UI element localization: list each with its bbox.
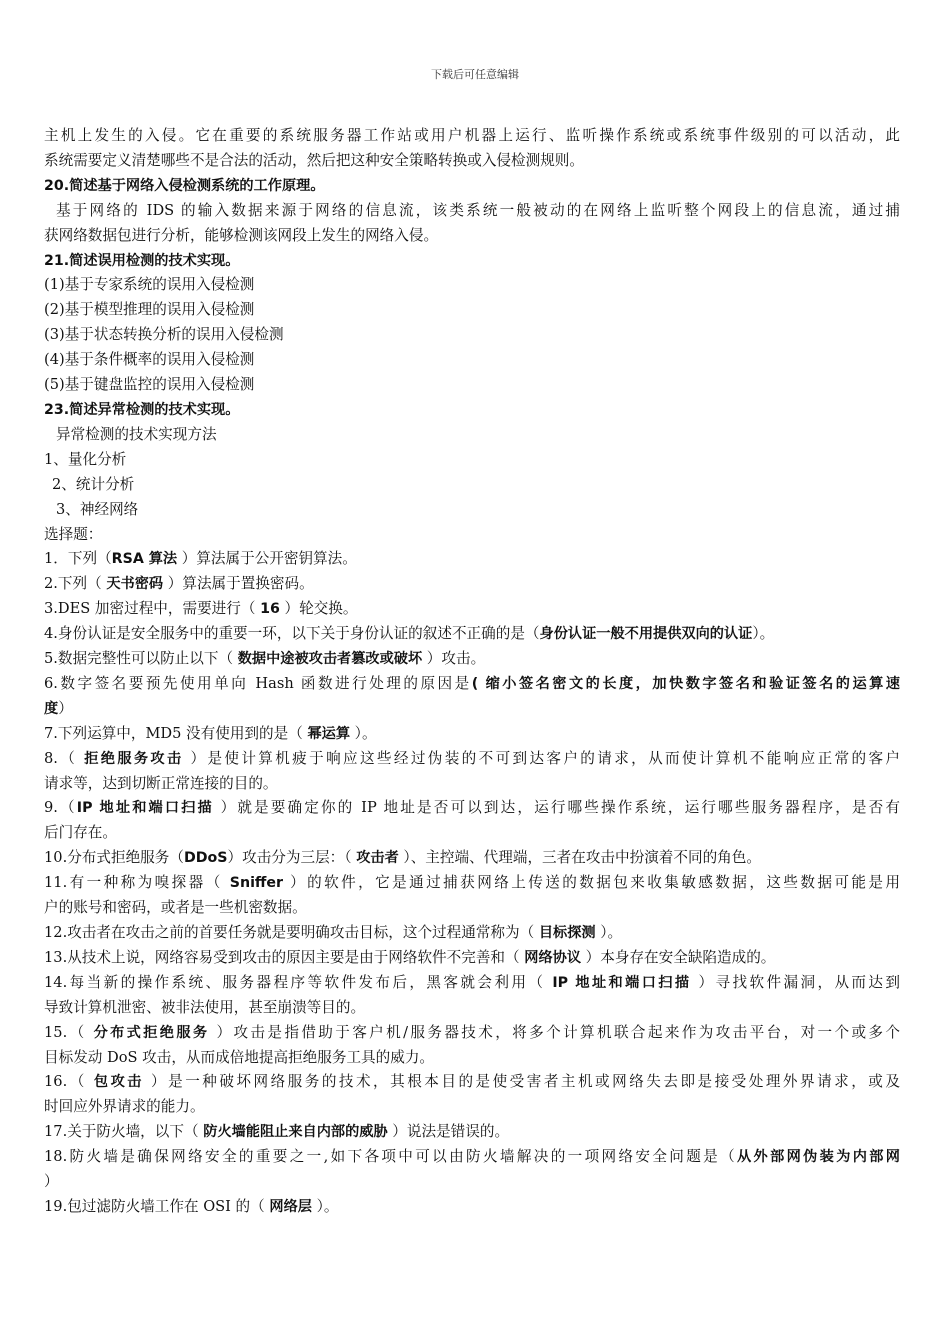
text-line (44, 1170, 900, 1195)
text-line (44, 1021, 900, 1046)
text-line (44, 647, 900, 672)
text-span: 时回应外界请求的能力。 (44, 1098, 205, 1116)
text-span: 选择题： (44, 525, 103, 543)
text-span: 15.（ (44, 1023, 94, 1041)
text-line (44, 149, 900, 174)
text-span: 13.从技术上说，网络容易受到攻击的原因主要是由于网络软件不完善和（ (44, 948, 525, 966)
text-span: 基于网络的 IDS 的输入数据来源于网络的信息流，该类系统一般被动的在网络上监听整个网段上的信息流，通过捕 (56, 201, 900, 219)
answer-text: 包攻击 (93, 1074, 144, 1091)
text-span: ）。 (595, 924, 623, 941)
text-span: (3)基于状态转换分析的误用入侵检测 (44, 326, 284, 344)
text-line (44, 199, 900, 224)
text-line (44, 622, 900, 647)
answer-text: 网络层 (269, 1198, 312, 1215)
text-span: 户的账号和密码，或者是一些机密数据。 (44, 899, 307, 917)
text-span: 1．下列（ (44, 550, 112, 568)
answer-text: IP 地址和端口扫描 (552, 974, 692, 991)
text-span: 16.（ (44, 1073, 94, 1091)
answer-text: ( 缩小签名密文的长度，加快数字签名和验证签名的运算速 (471, 675, 900, 692)
text-span: 主机上发生的入侵。它在重要的系统服务器工作站或用户机器上运行、监听操作系统或系统事件级别的可以活动，此 (44, 127, 900, 144)
text-line (44, 249, 900, 274)
text-span: ）本身存在安全缺陷造成的。 (581, 948, 776, 966)
text-line (44, 448, 900, 473)
text-line (44, 323, 900, 348)
text-span: 5.数据完整性可以防止以下（ (44, 650, 238, 668)
text-span: 2、统计分析 (52, 475, 135, 493)
text-line (44, 921, 900, 946)
page-header: 下载后可任意编辑 (431, 68, 519, 81)
text-span: ）。 (752, 625, 775, 643)
text-span: 目标发动 DoS 攻击，从而成倍地提高拒绝服务工具的威力。 (44, 1048, 435, 1066)
text-span: ）是使计算机疲于响应这些经过伪装的不可到达客户的请求，从而使计算机不能响应正常的客户 (183, 749, 900, 767)
text-line (44, 1095, 900, 1120)
text-span: 获网络数据包进行分析，能够检测该网段上发生的网络入侵。 (44, 226, 439, 244)
text-span: 7.下列运算中，MD5 没有使用到的是（ (44, 724, 308, 742)
text-line (44, 373, 900, 398)
text-span: ）寻找软件漏洞，从而达到 (691, 973, 901, 991)
text-line (44, 1195, 900, 1220)
answer-text: 20.简述基于网络入侵检测系统的工作原理。 (44, 177, 325, 194)
text-line (44, 996, 900, 1021)
text-span: 3.DES 加密过程中，需要进行（ (44, 600, 261, 618)
answer-text: 16 (260, 601, 280, 618)
text-span: ）就是要确定你的 IP 地址是否可以到达，运行哪些操作系统，运行哪些服务器程序，是否有 (213, 799, 900, 817)
text-line (44, 1046, 900, 1071)
text-line (44, 348, 900, 373)
text-line (44, 224, 900, 249)
answer-text: 身份认证一般不用提供双向的认证 (539, 626, 753, 643)
text-span: (2)基于模型推理的误用入侵检测 (44, 301, 255, 319)
text-line (44, 871, 900, 896)
text-span: 请求等，达到切断正常连接的目的。 (44, 774, 278, 792)
text-span: ）说法是错误的。 (387, 1123, 510, 1141)
text-line (44, 1070, 900, 1095)
answer-text: 度 (44, 700, 59, 717)
text-line (44, 821, 900, 846)
text-span: 9.（ (44, 799, 77, 817)
text-span: ）攻击分为三层：（ (227, 849, 357, 867)
text-line (44, 423, 900, 448)
text-line (44, 1120, 900, 1145)
text-span: 异常检测的技术实现方法 (56, 425, 217, 443)
text-line (44, 946, 900, 971)
answer-text: 21.简述误用检测的技术实现。 (44, 252, 240, 269)
text-span: 19.包过滤防火墙工作在 OSI 的（ (44, 1197, 270, 1215)
answer-text: 目标探测 (538, 925, 596, 941)
text-span: ）是一种破坏网络服务的技术，其根本目的是使受害者主机或网络失去即是接受处理外界请求，或及 (143, 1073, 900, 1091)
text-span: 后门存在。 (44, 824, 117, 842)
answer-text: 网络协议 (524, 949, 582, 966)
text-line (44, 124, 900, 149)
text-span: ）攻击是指借助于客户机/服务器技术，将多个计算机联合起来作为攻击平台，对一个或多个 (209, 1023, 900, 1041)
answer-text: DDoS (183, 850, 228, 867)
text-span: 系统需要定义清楚哪些不是合法的活动，然后把这种安全策略转换或入侵检测规则。 (44, 151, 584, 169)
text-line (44, 174, 900, 199)
answer-text: 23.简述异常检测的技术实现。 (44, 401, 240, 418)
text-span: ）算法属于公开密钥算法。 (177, 550, 357, 568)
answer-text: 防火墙能阻止来自内部的威胁 (203, 1124, 388, 1141)
text-span: ）攻击。 (422, 650, 486, 668)
text-span: 11.有一种称为嗅探器（ (44, 874, 230, 892)
answer-text: 从外部网伪装为内部网 (737, 1149, 900, 1166)
text-span: ）、主控端、代理端，三者在攻击中扮演着不同的角色。 (398, 849, 761, 867)
text-line (44, 747, 900, 772)
text-line (44, 523, 900, 548)
text-line (44, 697, 900, 722)
text-span: 18.防火墙是确保网络安全的重要之一,如下各项中可以由防火墙解决的一项网络安全问题是（ (44, 1148, 738, 1166)
text-line (44, 298, 900, 323)
answer-text: RSA 算法 (111, 551, 178, 568)
text-line (44, 846, 900, 871)
text-span: ）。 (311, 1197, 339, 1215)
text-line (44, 498, 900, 523)
text-line (44, 672, 900, 697)
text-line (44, 572, 900, 597)
text-span: 10.分布式拒绝服务（ (44, 849, 184, 867)
text-line (44, 473, 900, 498)
answer-text: IP 地址和端口扫描 (76, 800, 214, 817)
document-body (44, 124, 900, 1220)
answer-text: 数据中途被攻击者篡改或破坏 (237, 651, 423, 668)
text-span: ）算法属于置换密码。 (163, 575, 314, 593)
answer-text: 拒绝服务攻击 (84, 750, 184, 767)
text-span: ） (44, 1173, 59, 1191)
text-line (44, 896, 900, 921)
text-span: ）。 (350, 724, 377, 742)
text-line (44, 1145, 900, 1170)
text-span: ） (58, 699, 73, 717)
answer-text: 攻击者 (356, 850, 399, 867)
text-span: (1)基于专家系统的误用入侵检测 (44, 276, 255, 294)
text-span: ）的软件，它是通过捕获网络上传送的数据包来收集敏感数据，这些数据可能是用 (283, 874, 900, 892)
answer-text: 分布式拒绝服务 (93, 1024, 210, 1041)
answer-text: 幂运算 (307, 725, 351, 742)
text-span: 14.每当新的操作系统、服务器程序等软件发布后，黑客就会利用（ (44, 973, 553, 991)
text-span: 4.身份认证是安全服务中的重要一环，以下关于身份认证的叙述不正确的是（ (44, 625, 540, 643)
text-line (44, 547, 900, 572)
text-span: 1、量化分析 (44, 450, 127, 468)
text-span: 导致计算机泄密、被非法使用，甚至崩溃等目的。 (44, 998, 366, 1016)
text-span: (5)基于键盘监控的误用入侵检测 (44, 376, 255, 394)
text-line (44, 273, 900, 298)
text-span: 17.关于防火墙，以下（ (44, 1123, 204, 1141)
text-span: 12.攻击者在攻击之前的首要任务就是要明确攻击目标，这个过程通常称为（ (44, 924, 539, 941)
text-line (44, 796, 900, 821)
text-line (44, 597, 900, 622)
text-line (44, 971, 900, 996)
text-span: 3、神经网络 (56, 500, 139, 518)
text-span: 2.下列（ (44, 575, 107, 593)
answer-text: Sniffer (229, 875, 284, 892)
text-line (44, 398, 900, 423)
text-line (44, 772, 900, 797)
text-span: 8.（ (44, 749, 85, 767)
text-span: ）轮交换。 (279, 600, 358, 618)
text-span: (4)基于条件概率的误用入侵检测 (44, 351, 255, 369)
text-line (44, 722, 900, 747)
answer-text: 天书密码 (106, 576, 164, 593)
text-span: 6.数字签名要预先使用单向 Hash 函数进行处理的原因是 (44, 674, 472, 692)
